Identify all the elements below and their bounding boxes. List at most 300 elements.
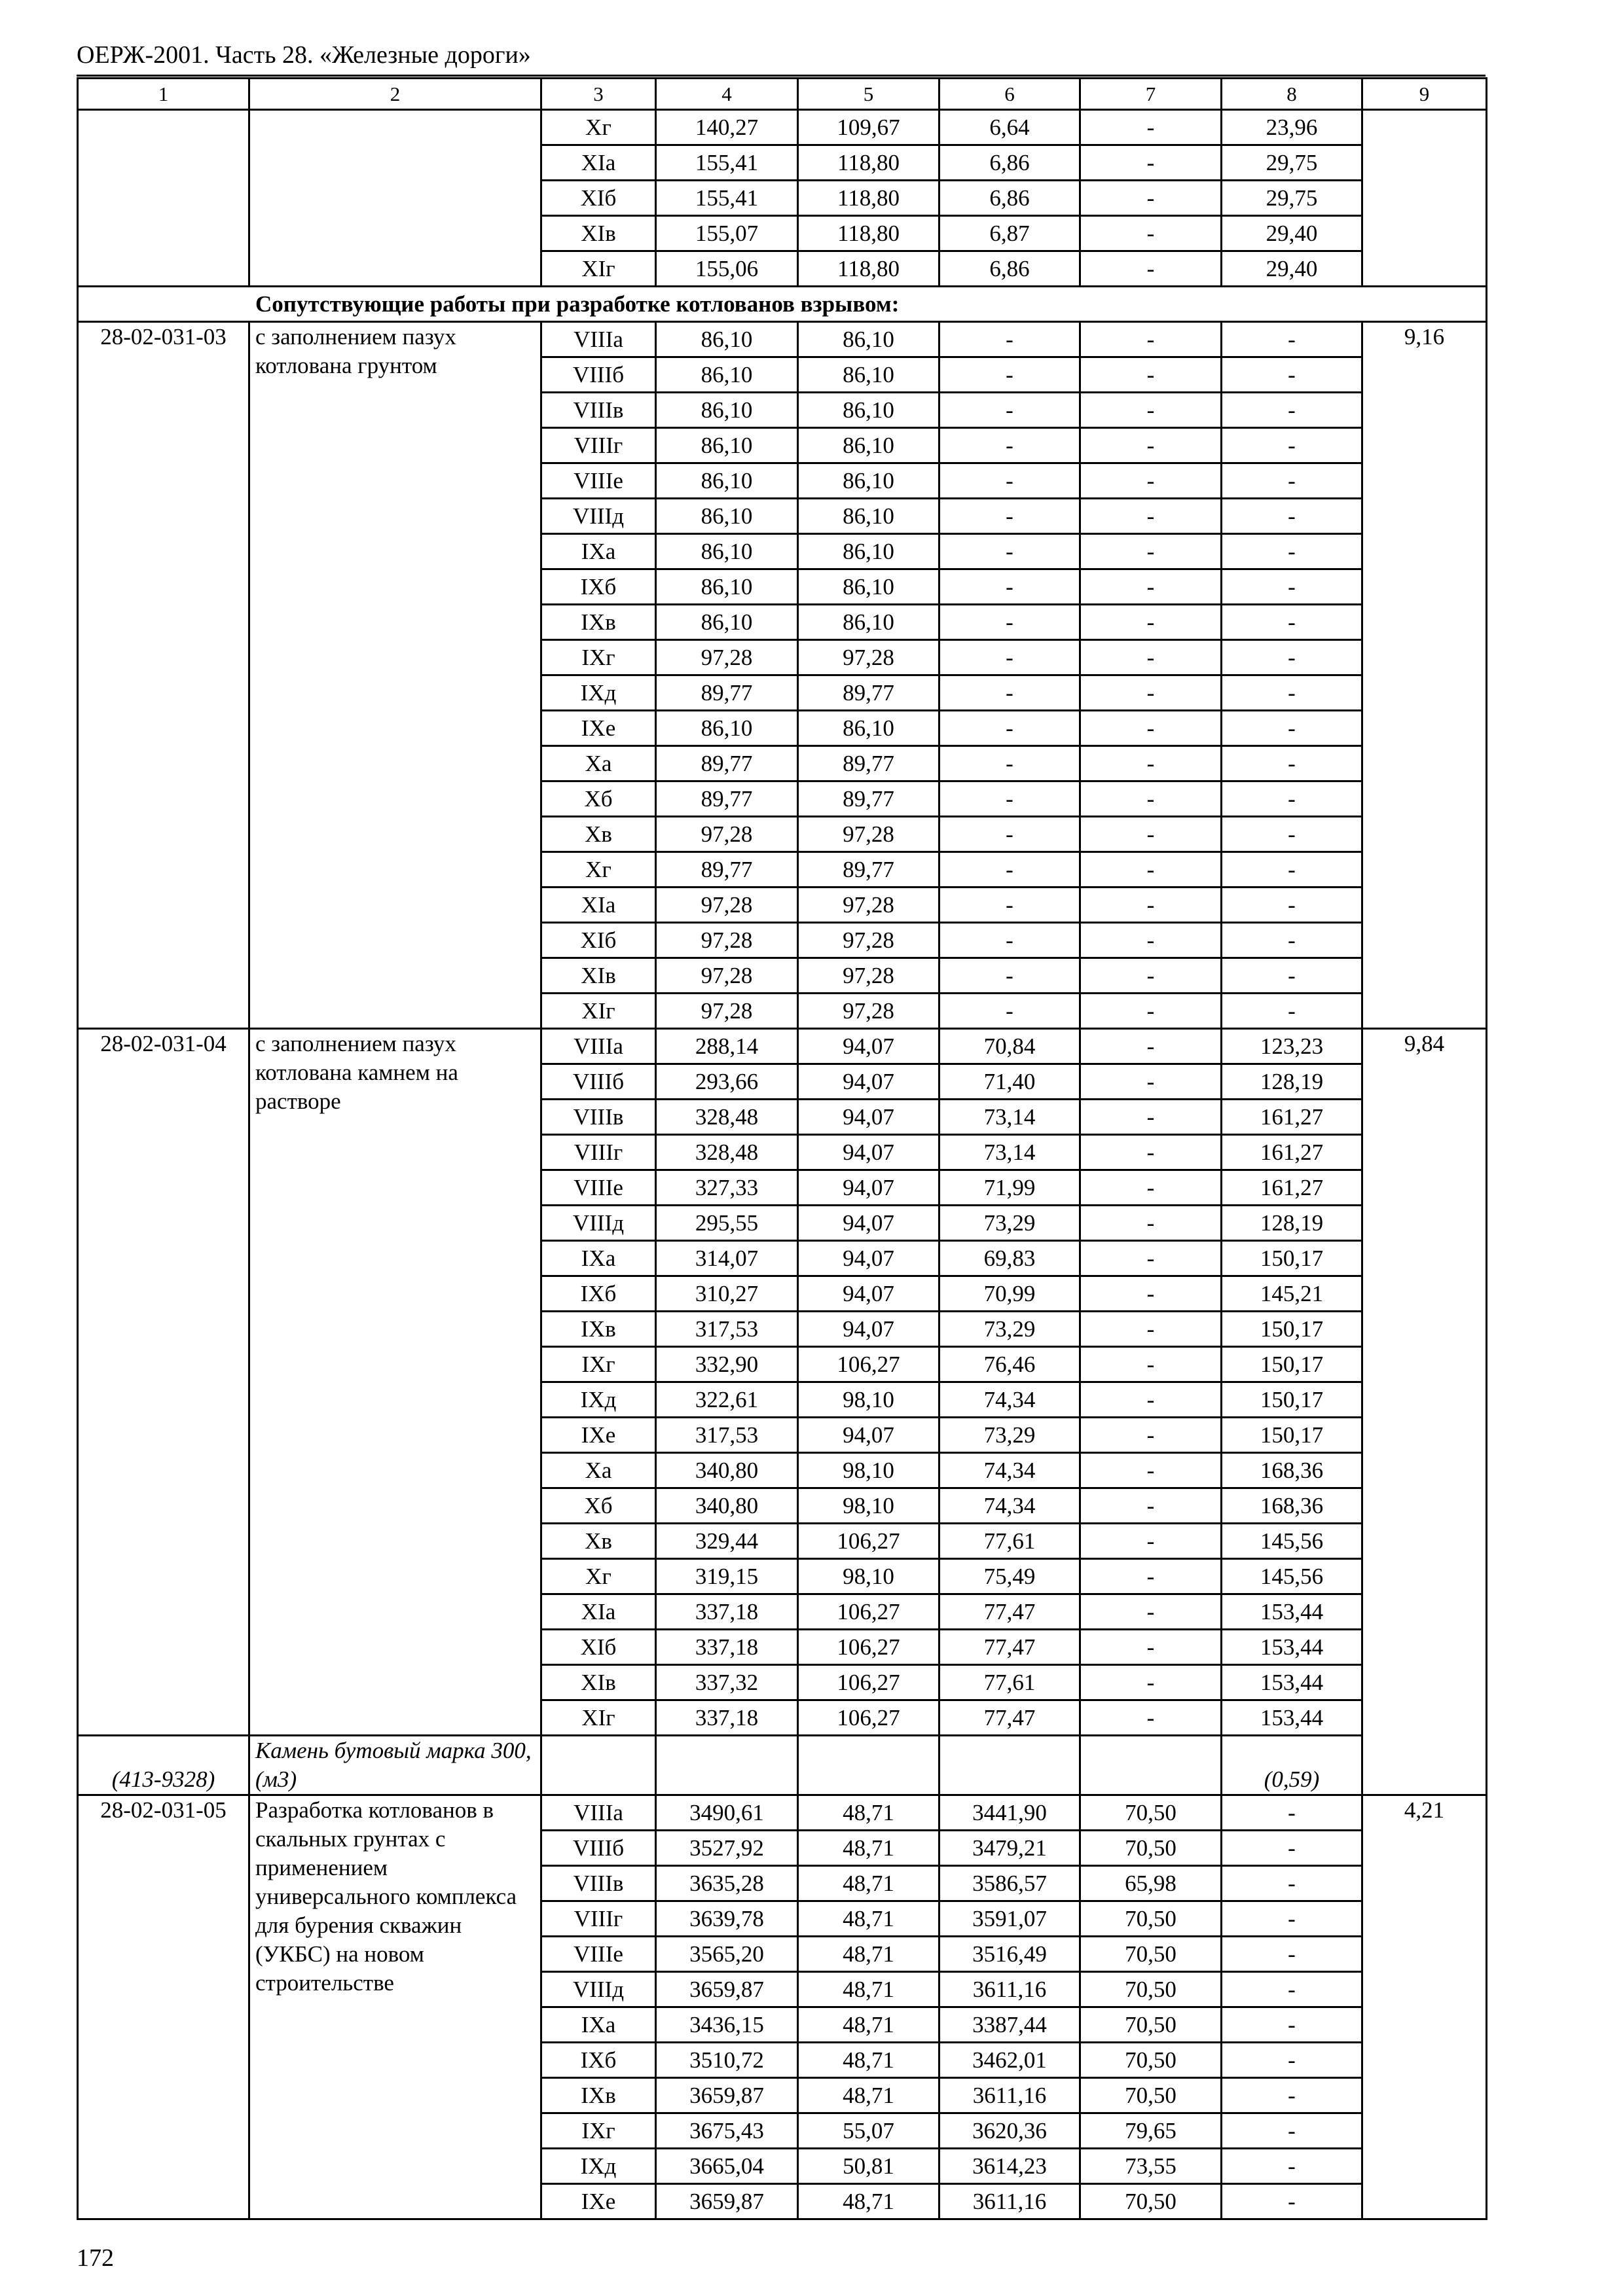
value-cell: -	[1080, 499, 1222, 534]
value-cell: 74,34	[939, 1382, 1080, 1418]
value-cell: -	[1080, 675, 1222, 711]
value-cell: -	[1080, 1206, 1222, 1241]
column-header: 8	[1222, 79, 1362, 110]
value-cell: -	[1080, 1347, 1222, 1382]
value-cell: -	[939, 499, 1080, 534]
column-header: 3	[541, 79, 656, 110]
value-cell: 327,33	[656, 1170, 798, 1206]
value-cell: IXб	[541, 569, 656, 605]
value-cell: -	[1080, 1100, 1222, 1135]
value-cell: 76,46	[939, 1347, 1080, 1382]
value-cell: -	[939, 958, 1080, 994]
value-cell: 70,50	[1080, 1901, 1222, 1937]
value-cell: VIIIб	[541, 357, 656, 393]
value-cell: 70,99	[939, 1276, 1080, 1312]
value-cell: 295,55	[656, 1206, 798, 1241]
value-cell: VIIIг	[541, 428, 656, 463]
value-cell: 97,28	[798, 958, 939, 994]
value-cell: 153,44	[1222, 1700, 1362, 1736]
page-header-title: ОЕРЖ-2001. Часть 28. «Железные дороги»	[77, 41, 531, 69]
value-cell: 337,18	[656, 1700, 798, 1736]
value-cell: 3586,57	[939, 1866, 1080, 1901]
table-row	[78, 1795, 1487, 1831]
value-cell: 48,71	[798, 2043, 939, 2078]
value-cell: 153,44	[1222, 1630, 1362, 1665]
value-cell: 73,14	[939, 1100, 1080, 1135]
value-cell: 118,80	[798, 216, 939, 251]
value-cell: IXа	[541, 1241, 656, 1276]
value-cell: 48,71	[798, 1972, 939, 2007]
value-cell: IXд	[541, 1382, 656, 1418]
table-row	[78, 1029, 1487, 1064]
value-cell: -	[1080, 746, 1222, 781]
value-cell: -	[1080, 640, 1222, 675]
value-cell: 89,77	[798, 852, 939, 888]
value-cell: 322,61	[656, 1382, 798, 1418]
value-cell: 3387,44	[939, 2007, 1080, 2043]
value-cell: 6,64	[939, 110, 1080, 145]
value-cell: IXг	[541, 1347, 656, 1382]
value-cell: 70,50	[1080, 1831, 1222, 1866]
value-cell: -	[1080, 958, 1222, 994]
value-cell: IXд	[541, 2149, 656, 2184]
section-title: Сопутствующие работы при разработке котлованов взрывом:	[78, 287, 1487, 322]
value-cell: 153,44	[1222, 1665, 1362, 1700]
value-cell: XIа	[541, 1594, 656, 1630]
value-cell: -	[1080, 781, 1222, 817]
value-cell: -	[939, 640, 1080, 675]
value-cell: 97,28	[656, 640, 798, 675]
value-cell: XIб	[541, 1630, 656, 1665]
value-cell: 73,29	[939, 1418, 1080, 1453]
value-cell: 6,86	[939, 251, 1080, 287]
value-cell: -	[1080, 1665, 1222, 1700]
value-cell: -	[1080, 110, 1222, 145]
value-cell: -	[1080, 711, 1222, 746]
value-cell: 48,71	[798, 1866, 939, 1901]
value-cell: 106,27	[798, 1630, 939, 1665]
value-cell: 74,34	[939, 1453, 1080, 1488]
value-cell: -	[1080, 569, 1222, 605]
value-cell: 3611,16	[939, 1972, 1080, 2007]
value-cell: XIв	[541, 1665, 656, 1700]
value-cell: 168,36	[1222, 1453, 1362, 1488]
value-cell: 86,10	[656, 534, 798, 569]
value-cell: 97,28	[798, 640, 939, 675]
value-cell: 86,10	[656, 393, 798, 428]
value-cell: 89,77	[656, 675, 798, 711]
value-cell: XIа	[541, 888, 656, 923]
value-cell: IXг	[541, 640, 656, 675]
value-cell: -	[1080, 1559, 1222, 1594]
value-cell: -	[1222, 852, 1362, 888]
table-row	[78, 110, 1487, 145]
value-cell: -	[1080, 817, 1222, 852]
value-cell: IXб	[541, 1276, 656, 1312]
code-cell: 28-02-031-04	[78, 1029, 249, 1736]
value-cell: 86,10	[798, 499, 939, 534]
value-cell: Xг	[541, 852, 656, 888]
value-cell: IXа	[541, 534, 656, 569]
column-header: 7	[1080, 79, 1222, 110]
value-cell: 3591,07	[939, 1901, 1080, 1937]
value-cell: 150,17	[1222, 1312, 1362, 1347]
value-cell: 86,10	[798, 428, 939, 463]
value-cell: 86,10	[656, 428, 798, 463]
value-cell: 86,10	[798, 393, 939, 428]
value-cell: 314,07	[656, 1241, 798, 1276]
value-cell: 48,71	[798, 2078, 939, 2113]
value-cell: 79,65	[1080, 2113, 1222, 2149]
value-cell: 145,21	[1222, 1276, 1362, 1312]
rates-table	[77, 77, 1487, 2220]
value-cell: VIIIд	[541, 1206, 656, 1241]
empty-cell	[541, 1736, 656, 1795]
value-cell: 168,36	[1222, 1488, 1362, 1524]
value-cell: 77,61	[939, 1524, 1080, 1559]
value-cell: 70,50	[1080, 2043, 1222, 2078]
value-cell: 310,27	[656, 1276, 798, 1312]
value-cell: 98,10	[798, 1559, 939, 1594]
value-cell: 6,86	[939, 181, 1080, 216]
value-cell: -	[1080, 145, 1222, 181]
value-cell: -	[1222, 746, 1362, 781]
value-cell: 94,07	[798, 1312, 939, 1347]
value-cell: VIIIа	[541, 322, 656, 357]
value-cell: VIIIд	[541, 499, 656, 534]
value-cell: 70,84	[939, 1029, 1080, 1064]
value-cell: 153,44	[1222, 1594, 1362, 1630]
value-cell: -	[1222, 499, 1362, 534]
value-cell: 55,07	[798, 2113, 939, 2149]
value-cell: -	[1080, 251, 1222, 287]
value-cell: 118,80	[798, 145, 939, 181]
col9-cell: 4,21	[1362, 1795, 1487, 2219]
value-cell: 50,81	[798, 2149, 939, 2184]
value-cell: 77,61	[939, 1665, 1080, 1700]
value-cell: -	[1080, 428, 1222, 463]
value-cell: 48,71	[798, 2184, 939, 2219]
value-cell: 3639,78	[656, 1901, 798, 1937]
value-cell: IXв	[541, 605, 656, 640]
value-cell: -	[1222, 463, 1362, 499]
value-cell: -	[1222, 2184, 1362, 2219]
value-cell: -	[1222, 605, 1362, 640]
value-cell: 150,17	[1222, 1347, 1362, 1382]
value-cell: 97,28	[798, 888, 939, 923]
value-cell: 86,10	[656, 357, 798, 393]
value-cell: XIа	[541, 145, 656, 181]
table-body	[78, 79, 1487, 2219]
value-cell: 86,10	[798, 463, 939, 499]
value-cell: -	[1080, 1594, 1222, 1630]
value-cell: Xв	[541, 1524, 656, 1559]
value-cell: 106,27	[798, 1524, 939, 1559]
value-cell: 3611,16	[939, 2184, 1080, 2219]
value-cell: 29,75	[1222, 181, 1362, 216]
description-cell: с заполнением пазух котлована грунтом	[249, 322, 541, 1029]
value-cell: -	[939, 605, 1080, 640]
description-cell: Разработка котлованов в скальных грунтах с применением универсального комплекса для бурения скважин (УКБС) на новом строительстве	[249, 1795, 541, 2219]
value-cell: 70,50	[1080, 2007, 1222, 2043]
value-cell: -	[939, 534, 1080, 569]
value-cell: -	[1080, 1135, 1222, 1170]
value-cell: 94,07	[798, 1276, 939, 1312]
value-cell: 94,07	[798, 1029, 939, 1064]
value-cell: 118,80	[798, 251, 939, 287]
value-cell: IXб	[541, 2043, 656, 2078]
value-cell: IXв	[541, 2078, 656, 2113]
value-cell: -	[939, 322, 1080, 357]
value-cell: 48,71	[798, 1937, 939, 1972]
value-cell: 86,10	[798, 605, 939, 640]
value-cell: 3614,23	[939, 2149, 1080, 2184]
value-cell: 155,06	[656, 251, 798, 287]
value-cell: -	[1222, 994, 1362, 1029]
value-cell: 3436,15	[656, 2007, 798, 2043]
empty-cell	[1080, 1736, 1222, 1795]
value-cell: -	[1080, 393, 1222, 428]
value-cell: 86,10	[798, 711, 939, 746]
value-cell: -	[1080, 1029, 1222, 1064]
value-cell: -	[1080, 852, 1222, 888]
value-cell: -	[1222, 781, 1362, 817]
value-cell: IXе	[541, 2184, 656, 2219]
value-cell: VIIIд	[541, 1972, 656, 2007]
value-cell: 73,29	[939, 1312, 1080, 1347]
value-cell: 77,47	[939, 1594, 1080, 1630]
value-cell: 86,10	[798, 322, 939, 357]
value-cell: 89,77	[656, 781, 798, 817]
value-cell: 86,10	[798, 569, 939, 605]
value-cell: 86,10	[656, 605, 798, 640]
value-cell: 145,56	[1222, 1524, 1362, 1559]
value-cell: 70,50	[1080, 1795, 1222, 1831]
value-cell: -	[1080, 1630, 1222, 1665]
value-cell: Xб	[541, 1488, 656, 1524]
value-cell: 332,90	[656, 1347, 798, 1382]
value-cell: 140,27	[656, 110, 798, 145]
value-cell: 73,29	[939, 1206, 1080, 1241]
value-cell: 29,40	[1222, 251, 1362, 287]
value-cell: 77,47	[939, 1630, 1080, 1665]
value-cell: -	[1080, 1064, 1222, 1100]
value-cell: -	[1222, 534, 1362, 569]
value-cell: -	[1080, 1312, 1222, 1347]
value-cell: -	[1222, 640, 1362, 675]
value-cell: 29,75	[1222, 145, 1362, 181]
value-cell: 161,27	[1222, 1135, 1362, 1170]
value-cell: -	[1080, 605, 1222, 640]
description-cell: с заполнением пазух котлована камнем на растворе	[249, 1029, 541, 1736]
value-cell: 94,07	[798, 1241, 939, 1276]
value-cell: -	[1222, 322, 1362, 357]
value-cell: -	[1080, 357, 1222, 393]
value-cell: -	[1080, 1700, 1222, 1736]
value-cell: IXв	[541, 1312, 656, 1347]
value-cell: -	[1222, 958, 1362, 994]
value-cell: -	[939, 711, 1080, 746]
value-cell: 337,32	[656, 1665, 798, 1700]
value-cell: VIIIе	[541, 463, 656, 499]
value-cell: 77,47	[939, 1700, 1080, 1736]
value-cell: -	[1222, 1937, 1362, 1972]
column-number-row	[78, 79, 1487, 110]
value-cell: 6,86	[939, 145, 1080, 181]
value-cell: VIIIб	[541, 1064, 656, 1100]
value-cell: 70,50	[1080, 2078, 1222, 2113]
value-cell: -	[1080, 994, 1222, 1029]
value-cell: 70,50	[1080, 1972, 1222, 2007]
value-cell: -	[939, 463, 1080, 499]
column-header: 6	[939, 79, 1080, 110]
value-cell: IXе	[541, 1418, 656, 1453]
value-cell: 319,15	[656, 1559, 798, 1594]
value-cell: -	[939, 569, 1080, 605]
value-cell: 89,77	[798, 781, 939, 817]
value-cell: VIIIа	[541, 1795, 656, 1831]
value-cell: -	[1222, 817, 1362, 852]
value-cell: 155,41	[656, 181, 798, 216]
resource-row	[78, 1736, 1487, 1795]
value-cell: VIIIа	[541, 1029, 656, 1064]
value-cell: 97,28	[656, 923, 798, 958]
value-cell: -	[939, 675, 1080, 711]
value-cell: 86,10	[656, 499, 798, 534]
value-cell: 317,53	[656, 1418, 798, 1453]
value-cell: 94,07	[798, 1100, 939, 1135]
empty-cell	[656, 1736, 798, 1795]
value-cell: 3635,28	[656, 1866, 798, 1901]
value-cell: IXа	[541, 2007, 656, 2043]
column-header: 1	[78, 79, 249, 110]
value-cell: Xг	[541, 1559, 656, 1594]
value-cell: -	[1222, 711, 1362, 746]
value-cell: -	[939, 781, 1080, 817]
value-cell: -	[1222, 428, 1362, 463]
value-cell: 97,28	[798, 923, 939, 958]
value-cell: IXг	[541, 2113, 656, 2149]
value-cell: XIв	[541, 958, 656, 994]
value-cell: 145,56	[1222, 1559, 1362, 1594]
value-cell: 86,10	[798, 357, 939, 393]
value-cell: XIб	[541, 923, 656, 958]
value-cell: 109,67	[798, 110, 939, 145]
value-cell: XIг	[541, 251, 656, 287]
value-cell: 86,10	[798, 534, 939, 569]
value-cell: 86,10	[656, 711, 798, 746]
value-cell: 340,80	[656, 1488, 798, 1524]
resource-description: Камень бутовый марка 300, (м3)	[249, 1736, 541, 1795]
value-cell: 65,98	[1080, 1866, 1222, 1901]
value-cell: -	[1080, 534, 1222, 569]
value-cell: 161,27	[1222, 1100, 1362, 1135]
value-cell: 3565,20	[656, 1937, 798, 1972]
value-cell: 98,10	[798, 1382, 939, 1418]
value-cell: -	[939, 817, 1080, 852]
value-cell: XIв	[541, 216, 656, 251]
value-cell: 150,17	[1222, 1241, 1362, 1276]
value-cell: -	[939, 852, 1080, 888]
value-cell: 69,83	[939, 1241, 1080, 1276]
value-cell: 3659,87	[656, 2078, 798, 2113]
code-cell: 28-02-031-05	[78, 1795, 249, 2219]
resource-norm: (0,59)	[1222, 1736, 1362, 1795]
value-cell: 71,99	[939, 1170, 1080, 1206]
empty-cell	[798, 1736, 939, 1795]
value-cell: 106,27	[798, 1347, 939, 1382]
column-header: 9	[1362, 79, 1487, 110]
value-cell: 328,48	[656, 1135, 798, 1170]
value-cell: -	[1222, 2149, 1362, 2184]
value-cell: 89,77	[798, 675, 939, 711]
value-cell: Xв	[541, 817, 656, 852]
value-cell: 97,28	[656, 888, 798, 923]
value-cell: -	[1222, 569, 1362, 605]
column-header: 2	[249, 79, 541, 110]
value-cell: -	[1222, 2007, 1362, 2043]
value-cell: 3665,04	[656, 2149, 798, 2184]
value-cell: 6,87	[939, 216, 1080, 251]
value-cell: -	[1080, 322, 1222, 357]
value-cell: 48,71	[798, 1901, 939, 1937]
value-cell: VIIIе	[541, 1170, 656, 1206]
value-cell: 89,77	[656, 852, 798, 888]
header-rule	[77, 75, 1486, 77]
value-cell: 3462,01	[939, 2043, 1080, 2078]
value-cell: -	[1222, 888, 1362, 923]
value-cell: IXе	[541, 711, 656, 746]
value-cell: 97,28	[798, 994, 939, 1029]
value-cell: 3675,43	[656, 2113, 798, 2149]
value-cell: 106,27	[798, 1700, 939, 1736]
value-cell: 71,40	[939, 1064, 1080, 1100]
value-cell: -	[1222, 357, 1362, 393]
value-cell: -	[1080, 1524, 1222, 1559]
value-cell: 97,28	[798, 817, 939, 852]
value-cell: -	[1222, 2113, 1362, 2149]
value-cell: 75,49	[939, 1559, 1080, 1594]
value-cell: 123,23	[1222, 1029, 1362, 1064]
value-cell: 3441,90	[939, 1795, 1080, 1831]
value-cell: VIIIг	[541, 1135, 656, 1170]
value-cell: 3510,72	[656, 2043, 798, 2078]
value-cell: 155,41	[656, 145, 798, 181]
value-cell: 118,80	[798, 181, 939, 216]
value-cell: 106,27	[798, 1594, 939, 1630]
value-cell: Xб	[541, 781, 656, 817]
value-cell: -	[1080, 923, 1222, 958]
value-cell: -	[1222, 675, 1362, 711]
value-cell: -	[1080, 1382, 1222, 1418]
value-cell: 337,18	[656, 1630, 798, 1665]
value-cell: 23,96	[1222, 110, 1362, 145]
value-cell: 97,28	[656, 817, 798, 852]
value-cell: 98,10	[798, 1453, 939, 1488]
description-cell	[249, 110, 541, 287]
value-cell: -	[1222, 1831, 1362, 1866]
value-cell: XIб	[541, 181, 656, 216]
value-cell: Xг	[541, 110, 656, 145]
value-cell: -	[1080, 1453, 1222, 1488]
value-cell: 94,07	[798, 1135, 939, 1170]
value-cell: 97,28	[656, 958, 798, 994]
value-cell: -	[1080, 1418, 1222, 1453]
col9-cell: 9,84	[1362, 1029, 1487, 1795]
section-row	[78, 287, 1487, 322]
column-header: 4	[656, 79, 798, 110]
value-cell: XIг	[541, 994, 656, 1029]
